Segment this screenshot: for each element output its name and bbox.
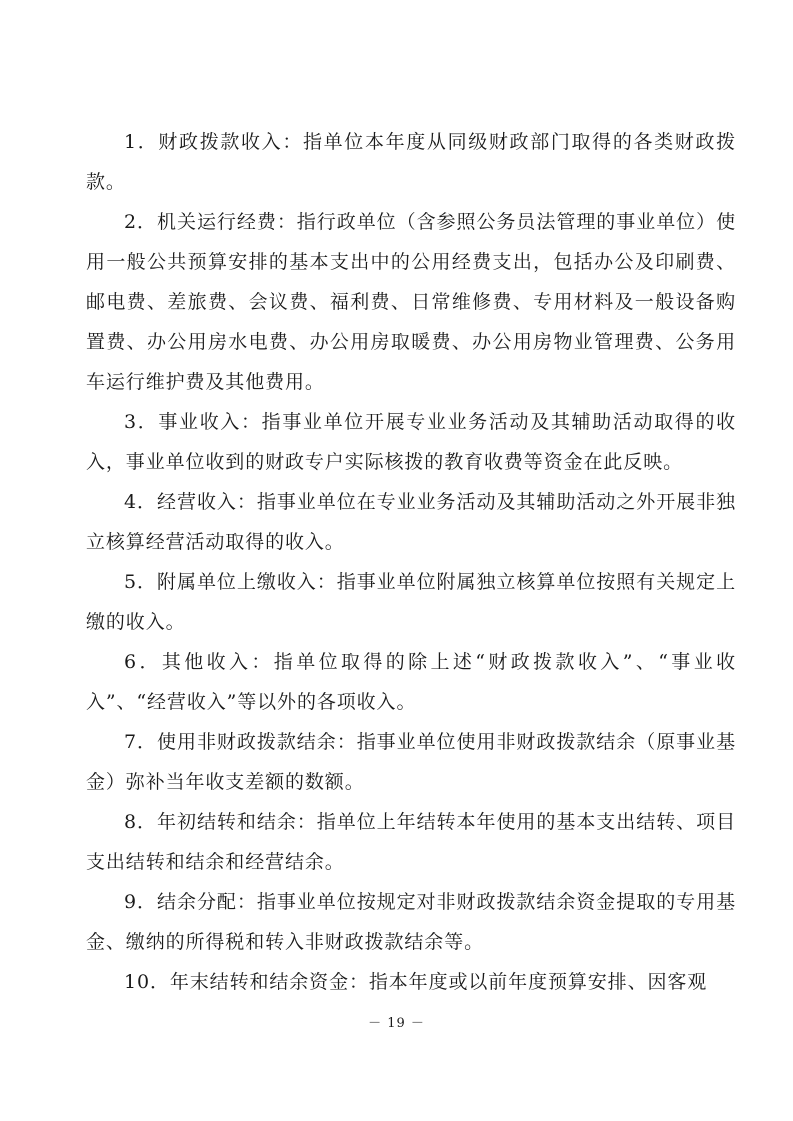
page-number: － 19 － — [368, 1016, 425, 1031]
paragraph-2: 2．机关运行经费：指行政单位（含参照公务员法管理的事业单位）使用一般公共预算安排的基本支出中的公用经费支出，包括办公及印刷费、邮电费、差旅费、会议费、福利费、日常维修费、专用材料及一般设备购置费、办公用房水电费、办公用房取暖费、办公用房物业管理费、公务用车运行维护费及其他费用。 — [86, 211, 736, 393]
paragraph-1: 1．财政拨款收入：指单位本年度从同级财政部门取得的各类财政拨款。 — [86, 131, 736, 193]
paragraph-4: 4．经营收入：指事业单位在专业业务活动及其辅助活动之外开展非独立核算经营活动取得的收入。 — [86, 491, 736, 553]
paragraph-3: 3．事业收入：指事业单位开展专业业务活动及其辅助活动取得的收入，事业单位收到的财政专户实际核拨的教育收费等资金在此反映。 — [86, 411, 736, 473]
paragraph-6: 6．其他收入：指单位取得的除上述“财政拨款收入”、“事业收入”、“经营收入”等以外的各项收入。 — [86, 651, 736, 713]
paragraph-7: 7．使用非财政拨款结余：指事业单位使用非财政拨款结余（原事业基金）弥补当年收支差额的数额。 — [86, 731, 736, 793]
paragraph-8: 8．年初结转和结余：指单位上年结转本年使用的基本支出结转、项目支出结转和结余和经营结余。 — [86, 811, 736, 873]
document-body — [86, 122, 736, 1002]
paragraph-9: 9．结余分配：指事业单位按规定对非财政拨款结余资金提取的专用基金、缴纳的所得税和转入非财政拨款结余等。 — [86, 891, 736, 953]
paragraph-5: 5．附属单位上缴收入：指事业单位附属独立核算单位按照有关规定上缴的收入。 — [86, 571, 736, 633]
paragraph-10: 10．年末结转和结余资金：指本年度或以前年度预算安排、因客观 — [124, 971, 708, 993]
